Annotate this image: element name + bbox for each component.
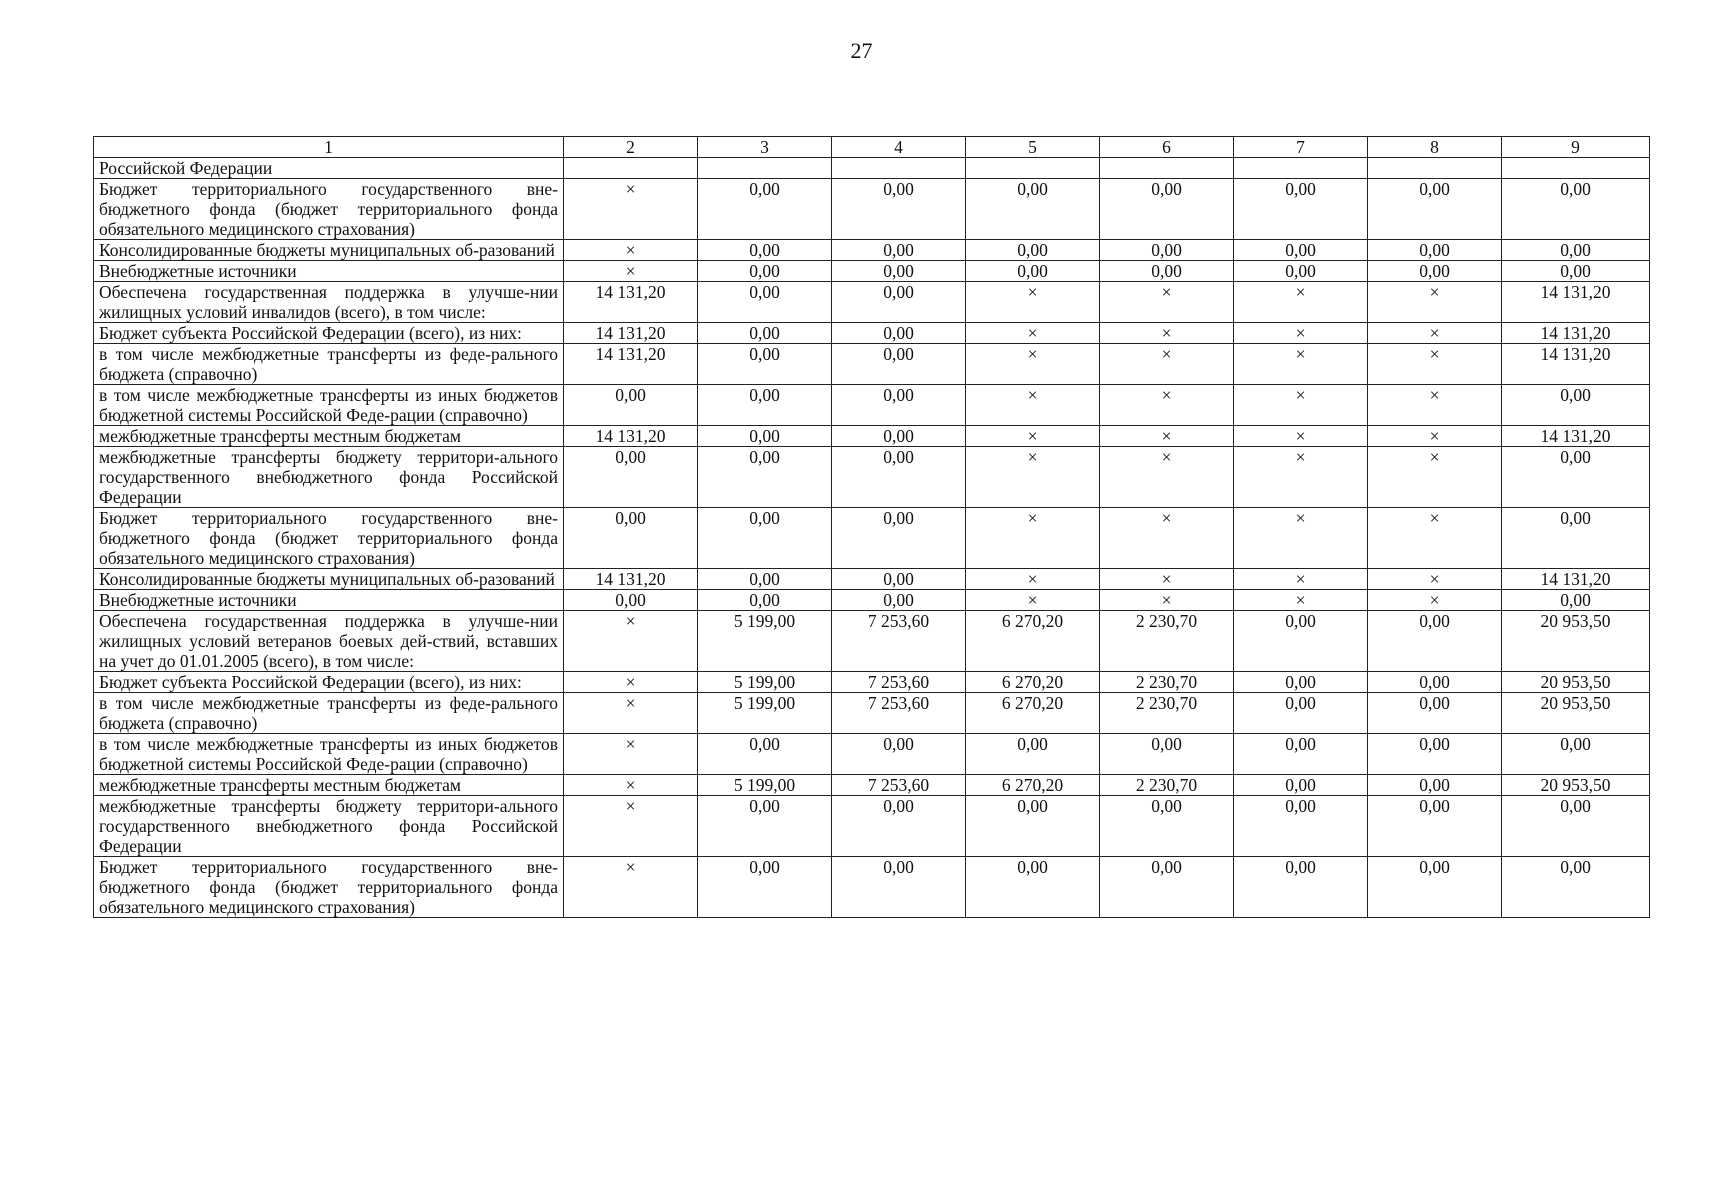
value-cell: 20 953,50: [1502, 611, 1650, 672]
table-row: [94, 282, 1650, 323]
table-row: [94, 344, 1650, 385]
value-cell: ×: [966, 447, 1100, 508]
value-cell: 0,00: [1234, 672, 1368, 693]
value-cell: 0,00: [832, 447, 966, 508]
value-cell: 0,00: [564, 447, 698, 508]
value-cell: ×: [564, 179, 698, 240]
value-cell: 2 230,70: [1100, 775, 1234, 796]
value-cell: 0,00: [1502, 179, 1650, 240]
row-label: Обеспечена государственная поддержка в улучше-нии жилищных условий инвалидов (всего), в том числе:: [94, 282, 564, 323]
value-cell: 0,00: [1100, 857, 1234, 918]
row-label: Бюджет территориального государственного вне-бюджетного фонда (бюджет территориального фонда обязательного медицинского страхования): [94, 508, 564, 569]
value-cell: 0,00: [832, 508, 966, 569]
value-cell: ×: [564, 775, 698, 796]
row-label: Бюджет субъекта Российской Федерации (всего), из них:: [94, 672, 564, 693]
value-cell: ×: [1100, 569, 1234, 590]
value-cell: 5 199,00: [698, 672, 832, 693]
value-cell: [1234, 158, 1368, 179]
value-cell: 0,00: [832, 323, 966, 344]
value-cell: [698, 158, 832, 179]
column-header: 1: [94, 137, 564, 158]
value-cell: 0,00: [832, 344, 966, 385]
value-cell: 0,00: [1234, 693, 1368, 734]
value-cell: ×: [966, 426, 1100, 447]
column-number-header-row: [94, 137, 1650, 158]
value-cell: 0,00: [1502, 796, 1650, 857]
column-header: 9: [1502, 137, 1650, 158]
value-cell: 0,00: [698, 385, 832, 426]
value-cell: 14 131,20: [564, 569, 698, 590]
value-cell: 0,00: [966, 734, 1100, 775]
table-row: [94, 857, 1650, 918]
value-cell: 0,00: [1502, 385, 1650, 426]
value-cell: 0,00: [1100, 240, 1234, 261]
table-row: [94, 158, 1650, 179]
row-label: Бюджет территориального государственного вне-бюджетного фонда (бюджет территориального фонда обязательного медицинского страхования): [94, 857, 564, 918]
column-header: 2: [564, 137, 698, 158]
table-row: [94, 179, 1650, 240]
value-cell: 2 230,70: [1100, 693, 1234, 734]
value-cell: 14 131,20: [564, 282, 698, 323]
value-cell: 0,00: [1502, 240, 1650, 261]
row-label: межбюджетные трансферты бюджету территори-ального государственного внебюджетного фонда Российской Федерации: [94, 796, 564, 857]
column-header: 3: [698, 137, 832, 158]
value-cell: 6 270,20: [966, 672, 1100, 693]
value-cell: 7 253,60: [832, 693, 966, 734]
value-cell: ×: [1234, 590, 1368, 611]
value-cell: 20 953,50: [1502, 672, 1650, 693]
column-header: 5: [966, 137, 1100, 158]
value-cell: 0,00: [698, 447, 832, 508]
table-body: [94, 158, 1650, 918]
value-cell: ×: [1100, 508, 1234, 569]
value-cell: 0,00: [1368, 693, 1502, 734]
value-cell: 0,00: [1368, 857, 1502, 918]
value-cell: ×: [1368, 508, 1502, 569]
value-cell: 0,00: [832, 261, 966, 282]
value-cell: 0,00: [1234, 611, 1368, 672]
value-cell: ×: [564, 611, 698, 672]
value-cell: ×: [564, 693, 698, 734]
value-cell: 0,00: [832, 426, 966, 447]
value-cell: 0,00: [1234, 261, 1368, 282]
value-cell: 0,00: [1502, 508, 1650, 569]
value-cell: 0,00: [698, 282, 832, 323]
table-row: [94, 672, 1650, 693]
value-cell: 0,00: [1368, 775, 1502, 796]
value-cell: ×: [1234, 447, 1368, 508]
row-label: межбюджетные трансферты местным бюджетам: [94, 426, 564, 447]
value-cell: 0,00: [1234, 796, 1368, 857]
row-label: Российской Федерации: [94, 158, 564, 179]
value-cell: 0,00: [564, 508, 698, 569]
value-cell: ×: [1100, 344, 1234, 385]
value-cell: [1502, 158, 1650, 179]
value-cell: 0,00: [966, 179, 1100, 240]
value-cell: 0,00: [966, 796, 1100, 857]
value-cell: ×: [966, 508, 1100, 569]
value-cell: ×: [1368, 447, 1502, 508]
table-row: [94, 796, 1650, 857]
value-cell: 0,00: [1368, 796, 1502, 857]
table-row: [94, 426, 1650, 447]
value-cell: 14 131,20: [1502, 426, 1650, 447]
value-cell: [832, 158, 966, 179]
row-label: Обеспечена государственная поддержка в улучше-нии жилищных условий ветеранов боевых дей-ствий, вставших на учет до 01.01.2005 (всего), в том числе:: [94, 611, 564, 672]
row-label: Консолидированные бюджеты муниципальных об-разований: [94, 569, 564, 590]
table-row: [94, 611, 1650, 672]
value-cell: 2 230,70: [1100, 611, 1234, 672]
value-cell: 0,00: [832, 240, 966, 261]
value-cell: 0,00: [1234, 179, 1368, 240]
value-cell: 5 199,00: [698, 693, 832, 734]
value-cell: ×: [966, 344, 1100, 385]
column-header: 8: [1368, 137, 1502, 158]
value-cell: 0,00: [698, 734, 832, 775]
value-cell: 0,00: [1368, 179, 1502, 240]
value-cell: 20 953,50: [1502, 775, 1650, 796]
value-cell: [564, 158, 698, 179]
value-cell: ×: [564, 796, 698, 857]
value-cell: 14 131,20: [564, 344, 698, 385]
value-cell: [966, 158, 1100, 179]
value-cell: 0,00: [1368, 240, 1502, 261]
table-row: [94, 775, 1650, 796]
value-cell: 0,00: [1502, 261, 1650, 282]
value-cell: 0,00: [832, 734, 966, 775]
value-cell: 20 953,50: [1502, 693, 1650, 734]
value-cell: 0,00: [698, 857, 832, 918]
value-cell: 14 131,20: [564, 323, 698, 344]
value-cell: ×: [564, 734, 698, 775]
value-cell: 0,00: [1368, 672, 1502, 693]
page-number: 27: [850, 38, 873, 63]
value-cell: ×: [1234, 569, 1368, 590]
table-row: [94, 447, 1650, 508]
value-cell: ×: [564, 672, 698, 693]
value-cell: 0,00: [832, 179, 966, 240]
row-label: в том числе межбюджетные трансферты из иных бюджетов бюджетной системы Российской Феде-рации (справочно): [94, 734, 564, 775]
table-row: [94, 590, 1650, 611]
table-row: [94, 261, 1650, 282]
value-cell: 14 131,20: [1502, 323, 1650, 344]
value-cell: 7 253,60: [832, 672, 966, 693]
table-row: [94, 569, 1650, 590]
table-row: [94, 693, 1650, 734]
value-cell: 0,00: [1234, 857, 1368, 918]
value-cell: ×: [564, 857, 698, 918]
value-cell: 0,00: [1368, 261, 1502, 282]
value-cell: ×: [1234, 426, 1368, 447]
value-cell: 7 253,60: [832, 611, 966, 672]
value-cell: [1100, 158, 1234, 179]
value-cell: 0,00: [832, 282, 966, 323]
value-cell: ×: [1368, 344, 1502, 385]
value-cell: ×: [1234, 385, 1368, 426]
budget-table: [93, 136, 1650, 918]
value-cell: 14 131,20: [564, 426, 698, 447]
value-cell: ×: [966, 282, 1100, 323]
value-cell: 0,00: [1502, 447, 1650, 508]
value-cell: 0,00: [1502, 590, 1650, 611]
table-row: [94, 385, 1650, 426]
row-label: в том числе межбюджетные трансферты из феде-рального бюджета (справочно): [94, 344, 564, 385]
value-cell: 0,00: [698, 796, 832, 857]
column-header: 6: [1100, 137, 1234, 158]
value-cell: ×: [1100, 590, 1234, 611]
value-cell: ×: [1234, 282, 1368, 323]
value-cell: 0,00: [1234, 775, 1368, 796]
row-label: в том числе межбюджетные трансферты из феде-рального бюджета (справочно): [94, 693, 564, 734]
value-cell: 0,00: [832, 857, 966, 918]
column-header: 4: [832, 137, 966, 158]
value-cell: 0,00: [832, 569, 966, 590]
value-cell: 14 131,20: [1502, 282, 1650, 323]
value-cell: 0,00: [698, 508, 832, 569]
value-cell: 0,00: [1100, 734, 1234, 775]
value-cell: 0,00: [1368, 734, 1502, 775]
value-cell: ×: [564, 261, 698, 282]
value-cell: 0,00: [564, 590, 698, 611]
value-cell: ×: [1100, 385, 1234, 426]
value-cell: 5 199,00: [698, 775, 832, 796]
value-cell: ×: [1234, 508, 1368, 569]
row-label: Внебюджетные источники: [94, 261, 564, 282]
value-cell: ×: [1234, 323, 1368, 344]
value-cell: 14 131,20: [1502, 344, 1650, 385]
value-cell: ×: [1100, 282, 1234, 323]
value-cell: 14 131,20: [1502, 569, 1650, 590]
row-label: межбюджетные трансферты местным бюджетам: [94, 775, 564, 796]
value-cell: 6 270,20: [966, 611, 1100, 672]
value-cell: 0,00: [698, 590, 832, 611]
row-label: межбюджетные трансферты бюджету территори-ального государственного внебюджетного фонда Российской Федерации: [94, 447, 564, 508]
value-cell: 0,00: [966, 857, 1100, 918]
value-cell: 0,00: [564, 385, 698, 426]
table-row: [94, 734, 1650, 775]
table-row: [94, 508, 1650, 569]
value-cell: ×: [1368, 323, 1502, 344]
value-cell: ×: [1368, 426, 1502, 447]
value-cell: 0,00: [1100, 261, 1234, 282]
value-cell: ×: [966, 569, 1100, 590]
row-label: Бюджет территориального государственного вне-бюджетного фонда (бюджет территориального фонда обязательного медицинского страхования): [94, 179, 564, 240]
value-cell: 0,00: [1502, 734, 1650, 775]
value-cell: ×: [1234, 344, 1368, 385]
value-cell: 6 270,20: [966, 693, 1100, 734]
value-cell: 0,00: [698, 569, 832, 590]
value-cell: 0,00: [1100, 179, 1234, 240]
value-cell: 0,00: [698, 323, 832, 344]
value-cell: 2 230,70: [1100, 672, 1234, 693]
value-cell: ×: [966, 323, 1100, 344]
value-cell: 0,00: [1502, 857, 1650, 918]
value-cell: ×: [1368, 385, 1502, 426]
value-cell: 5 199,00: [698, 611, 832, 672]
value-cell: ×: [1368, 569, 1502, 590]
value-cell: 0,00: [832, 796, 966, 857]
value-cell: 0,00: [1234, 734, 1368, 775]
value-cell: 0,00: [832, 385, 966, 426]
value-cell: 0,00: [832, 590, 966, 611]
value-cell: 0,00: [698, 240, 832, 261]
value-cell: 0,00: [698, 344, 832, 385]
value-cell: ×: [1368, 590, 1502, 611]
row-label: Бюджет субъекта Российской Федерации (всего), из них:: [94, 323, 564, 344]
row-label: в том числе межбюджетные трансферты из иных бюджетов бюджетной системы Российской Феде-рации (справочно): [94, 385, 564, 426]
value-cell: 0,00: [1368, 611, 1502, 672]
value-cell: ×: [966, 385, 1100, 426]
value-cell: [1368, 158, 1502, 179]
value-cell: ×: [564, 240, 698, 261]
value-cell: ×: [1100, 447, 1234, 508]
value-cell: 0,00: [966, 240, 1100, 261]
table-row: [94, 323, 1650, 344]
value-cell: 7 253,60: [832, 775, 966, 796]
value-cell: 6 270,20: [966, 775, 1100, 796]
value-cell: 0,00: [1100, 796, 1234, 857]
value-cell: 0,00: [698, 179, 832, 240]
value-cell: 0,00: [698, 261, 832, 282]
value-cell: ×: [1368, 282, 1502, 323]
table-row: [94, 240, 1650, 261]
value-cell: 0,00: [1234, 240, 1368, 261]
row-label: Внебюджетные источники: [94, 590, 564, 611]
value-cell: ×: [1100, 426, 1234, 447]
value-cell: ×: [966, 590, 1100, 611]
row-label: Консолидированные бюджеты муниципальных об-разований: [94, 240, 564, 261]
value-cell: 0,00: [966, 261, 1100, 282]
value-cell: ×: [1100, 323, 1234, 344]
column-header: 7: [1234, 137, 1368, 158]
value-cell: 0,00: [698, 426, 832, 447]
